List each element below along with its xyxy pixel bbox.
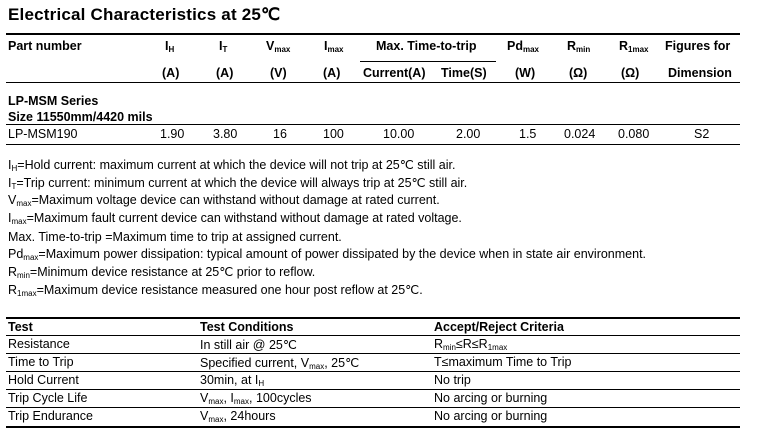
page-title: Electrical Characteristics at 25℃	[8, 5, 281, 24]
test-row-rule	[6, 407, 740, 408]
test-row-trip-cycle-life-crit: No arcing or burning	[434, 391, 548, 405]
test-row-hold-current-crit: No trip	[434, 373, 471, 387]
unit-vmax: (V)	[270, 66, 287, 80]
unit-time: Time(S)	[441, 66, 487, 80]
test-header-test: Test	[8, 320, 33, 334]
definition-it: $I_T=Trip$ current: minimum current at which the device will always trip at 25℃ still air.	[8, 176, 468, 191]
test-table-top-rule	[6, 317, 740, 319]
header-it: $I_T$	[219, 39, 228, 54]
table-top-rule	[6, 33, 740, 35]
test-row-trip-cycle-life: Trip Cycle Life	[8, 391, 88, 405]
definition-pd: $Pd_{max}=Maximum$ power dissipation: typical amount of power dissipated by the device when in state air environment.	[8, 247, 647, 262]
test-row-trip-endurance: Trip Endurance	[8, 409, 93, 423]
unit-dimension: Dimension	[668, 66, 732, 80]
row-part: LP-MSM190	[8, 127, 78, 141]
definition-vmax: $V_{max}=Maximum$ voltage device can withstand without damage at rated current.	[8, 193, 440, 208]
header-part-number: Part number	[8, 39, 82, 53]
unit-r1max: (Ω)	[621, 66, 640, 80]
test-row-hold-current-cond: 30min, at $I_H$	[200, 373, 265, 388]
unit-ih: (A)	[162, 66, 180, 80]
test-row-resistance-cond: In still air @ 25℃	[200, 338, 297, 352]
header-bottom-rule	[6, 82, 740, 83]
test-table-bottom-rule	[6, 426, 740, 428]
header-max-time-to-trip: Max. Time-to-trip	[376, 39, 477, 53]
unit-imax: (A)	[323, 66, 341, 80]
row-r1max: 0.080	[618, 127, 650, 141]
definition-rmin: $R_{min}=Minimum$ device resistance at 25℃ prior to reflow.	[8, 265, 316, 280]
header-vmax: $V_{max}$	[266, 39, 291, 54]
test-row-time-to-trip-crit: T≤maximum Time to Trip	[434, 355, 572, 369]
definition-r1max: $R_{1max}=Maximum$ device resistance measured one hour post reflow at 25℃.	[8, 283, 423, 298]
header-pd: $Pd_{max}$	[507, 39, 539, 54]
row-pd: 1.5	[519, 127, 537, 141]
unit-current: Current(A)	[363, 66, 426, 80]
unit-pd: (W)	[515, 66, 536, 80]
max-time-sub-rule	[360, 61, 496, 62]
test-row-resistance: Resistance	[8, 337, 70, 351]
test-row-time-to-trip-cond: Specified current, $V_{max}$, 25℃	[200, 356, 360, 371]
header-figures: Figures for	[665, 39, 731, 53]
test-row-trip-endurance-cond: $V_{max}$, 24hours	[200, 409, 276, 424]
test-header-criteria: Accept/Reject Criteria	[434, 320, 564, 334]
test-header-conditions: Test Conditions	[200, 320, 294, 334]
test-row-rule	[6, 353, 740, 354]
series-rule	[6, 124, 740, 125]
row-fig: S2	[694, 127, 710, 141]
row-current: 10.00	[383, 127, 415, 141]
test-row-rule	[6, 389, 740, 390]
header-imax: $I_{max}$	[324, 39, 344, 54]
row-time: 2.00	[456, 127, 481, 141]
unit-rmin: (Ω)	[569, 66, 588, 80]
row-vmax: 16	[273, 127, 287, 141]
row-rmin: 0.024	[564, 127, 596, 141]
header-ih: $I_H$	[165, 39, 175, 54]
test-row-hold-current: Hold Current	[8, 373, 79, 387]
table-bottom-rule	[6, 144, 740, 145]
unit-it: (A)	[216, 66, 234, 80]
definition-imax: $I_{max}=Maximum$ fault current device can withstand without damage at rated voltage.	[8, 211, 462, 226]
test-row-trip-cycle-life-cond: $V_{max}$, $I_{max}$, 100cycles	[200, 391, 312, 406]
header-r1max: $R_{1max}$	[619, 39, 649, 54]
test-header-rule	[6, 335, 740, 336]
series-name: LP-MSM Series	[8, 94, 99, 108]
header-rmin: $R_{min}$	[567, 39, 591, 54]
row-ih: 1.90	[160, 127, 185, 141]
definition-ih: $I_H=Hold$ current: maximum current at which the device will not trip at 25℃ still air.	[8, 158, 456, 173]
series-size: Size 11550mm/4420 mils	[8, 110, 153, 124]
test-row-trip-endurance-crit: No arcing or burning	[434, 409, 548, 423]
row-imax: 100	[323, 127, 344, 141]
definition-max-time: Max. Time-to-trip =Maximum time to trip at assigned current.	[8, 230, 342, 244]
row-it: 3.80	[213, 127, 238, 141]
test-row-time-to-trip: Time to Trip	[8, 355, 74, 369]
test-row-resistance-crit: $R_{min}\le R\le R_{1max}$	[434, 337, 508, 352]
test-row-rule	[6, 371, 740, 372]
